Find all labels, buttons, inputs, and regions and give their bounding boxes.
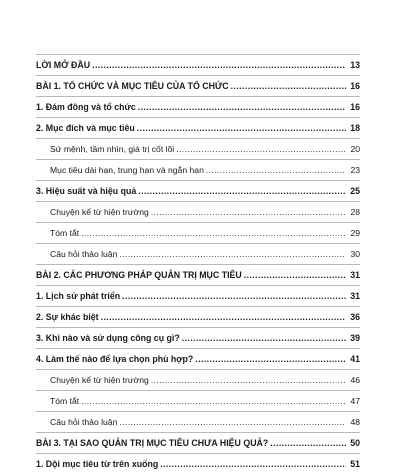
toc-entry-title: BÀI 2. CÁC PHƯƠNG PHÁP QUẢN TRỊ MỤC TIÊU bbox=[36, 270, 242, 280]
dot-leader bbox=[151, 205, 346, 219]
toc-entry[interactable] bbox=[36, 265, 360, 286]
toc-page-number: 41 bbox=[350, 354, 360, 364]
toc-entry-title: 3. Hiệu suất và hiệu quả bbox=[36, 186, 137, 196]
toc-page-number: 30 bbox=[350, 249, 360, 259]
toc-entry[interactable] bbox=[36, 76, 360, 97]
toc-entry-title: Chuyện kể từ hiện trường bbox=[50, 207, 149, 217]
toc-page-number: 51 bbox=[350, 459, 360, 469]
dot-leader bbox=[195, 352, 346, 366]
dot-leader bbox=[119, 247, 346, 261]
toc-entry-title: Mục tiêu dài hạn, trung hạn và ngắn hạn bbox=[50, 165, 204, 175]
toc-page-number: 29 bbox=[350, 228, 360, 238]
toc-page-number: 28 bbox=[350, 207, 360, 217]
toc-page-number: 16 bbox=[350, 102, 360, 112]
toc-subentry[interactable] bbox=[36, 370, 360, 391]
dot-leader bbox=[81, 394, 346, 408]
toc-entry-title: BÀI 3. TẠI SAO QUẢN TRỊ MỤC TIÊU CHƯA HIỆU QUẢ? bbox=[36, 438, 269, 448]
dot-leader bbox=[122, 289, 346, 303]
toc-entry-title: Chuyện kể từ hiện trường bbox=[50, 375, 149, 385]
toc-page-number: 16 bbox=[350, 81, 360, 91]
toc-page-number: 31 bbox=[350, 291, 360, 301]
toc-entry[interactable] bbox=[36, 286, 360, 307]
toc-page-number: 48 bbox=[350, 417, 360, 427]
toc-subentry[interactable] bbox=[36, 412, 360, 433]
toc-subentry[interactable] bbox=[36, 139, 360, 160]
toc-page-number: 13 bbox=[350, 60, 360, 70]
dot-leader bbox=[182, 331, 346, 345]
dot-leader bbox=[92, 58, 346, 72]
toc-entry-title: 1. Đám đông và tổ chức bbox=[36, 102, 136, 112]
dot-leader bbox=[151, 373, 346, 387]
dot-leader bbox=[270, 436, 346, 450]
toc-subentry[interactable] bbox=[36, 244, 360, 265]
toc-entry[interactable] bbox=[36, 349, 360, 370]
toc-subentry[interactable] bbox=[36, 202, 360, 223]
toc-page-number: 36 bbox=[350, 312, 360, 322]
toc-page-number: 31 bbox=[350, 270, 360, 280]
toc-entry[interactable] bbox=[36, 55, 360, 76]
toc-entry-title: 4. Làm thế nào để lựa chọn phù hợp? bbox=[36, 354, 194, 364]
toc-entry[interactable] bbox=[36, 118, 360, 139]
toc-page-number: 47 bbox=[350, 396, 360, 406]
toc-entry-title: 3. Khi nào và sử dụng công cụ gì? bbox=[36, 333, 180, 343]
toc-entry-title: Tóm tắt bbox=[50, 228, 80, 238]
table-of-contents bbox=[36, 54, 360, 474]
dot-leader bbox=[206, 163, 346, 177]
toc-subentry[interactable] bbox=[36, 223, 360, 244]
toc-page-number: 23 bbox=[350, 165, 360, 175]
toc-entry-title: Tóm tắt bbox=[50, 396, 80, 406]
dot-leader bbox=[160, 457, 346, 471]
dot-leader bbox=[176, 142, 346, 156]
toc-entry-title: BÀI 1. TỔ CHỨC VÀ MỤC TIÊU CỦA TỔ CHỨC bbox=[36, 81, 229, 91]
dot-leader bbox=[81, 226, 346, 240]
toc-page-number: 50 bbox=[350, 438, 360, 448]
toc-page-number: 39 bbox=[350, 333, 360, 343]
toc-entry[interactable] bbox=[36, 454, 360, 474]
dot-leader bbox=[137, 121, 346, 135]
toc-entry-title: LỜI MỞ ĐẦU bbox=[36, 60, 91, 70]
dot-leader bbox=[119, 415, 346, 429]
toc-entry[interactable] bbox=[36, 181, 360, 202]
toc-page-number: 46 bbox=[350, 375, 360, 385]
toc-entry-title: 2. Sự khác biệt bbox=[36, 312, 99, 322]
toc-page-number: 25 bbox=[350, 186, 360, 196]
dot-leader bbox=[101, 310, 346, 324]
toc-entry-title: 1. Dội mục tiêu từ trên xuống bbox=[36, 459, 159, 469]
dot-leader bbox=[231, 79, 346, 93]
toc-entry-title: Câu hỏi thảo luận bbox=[50, 417, 118, 427]
dot-leader bbox=[138, 184, 346, 198]
toc-entry[interactable] bbox=[36, 433, 360, 454]
toc-entry[interactable] bbox=[36, 307, 360, 328]
toc-entry[interactable] bbox=[36, 328, 360, 349]
toc-entry-title: 1. Lịch sử phát triển bbox=[36, 291, 121, 301]
toc-entry-title: Câu hỏi thảo luận bbox=[50, 249, 118, 259]
toc-subentry[interactable] bbox=[36, 391, 360, 412]
toc-page-number: 18 bbox=[350, 123, 360, 133]
toc-entry[interactable] bbox=[36, 97, 360, 118]
toc-entry-title: Sứ mệnh, tầm nhìn, giá trị cốt lõi bbox=[50, 144, 175, 154]
toc-page-number: 20 bbox=[350, 144, 360, 154]
toc-entry-title: 2. Mục đích và mục tiêu bbox=[36, 123, 135, 133]
toc-subentry[interactable] bbox=[36, 160, 360, 181]
dot-leader bbox=[138, 100, 346, 114]
dot-leader bbox=[244, 268, 346, 282]
